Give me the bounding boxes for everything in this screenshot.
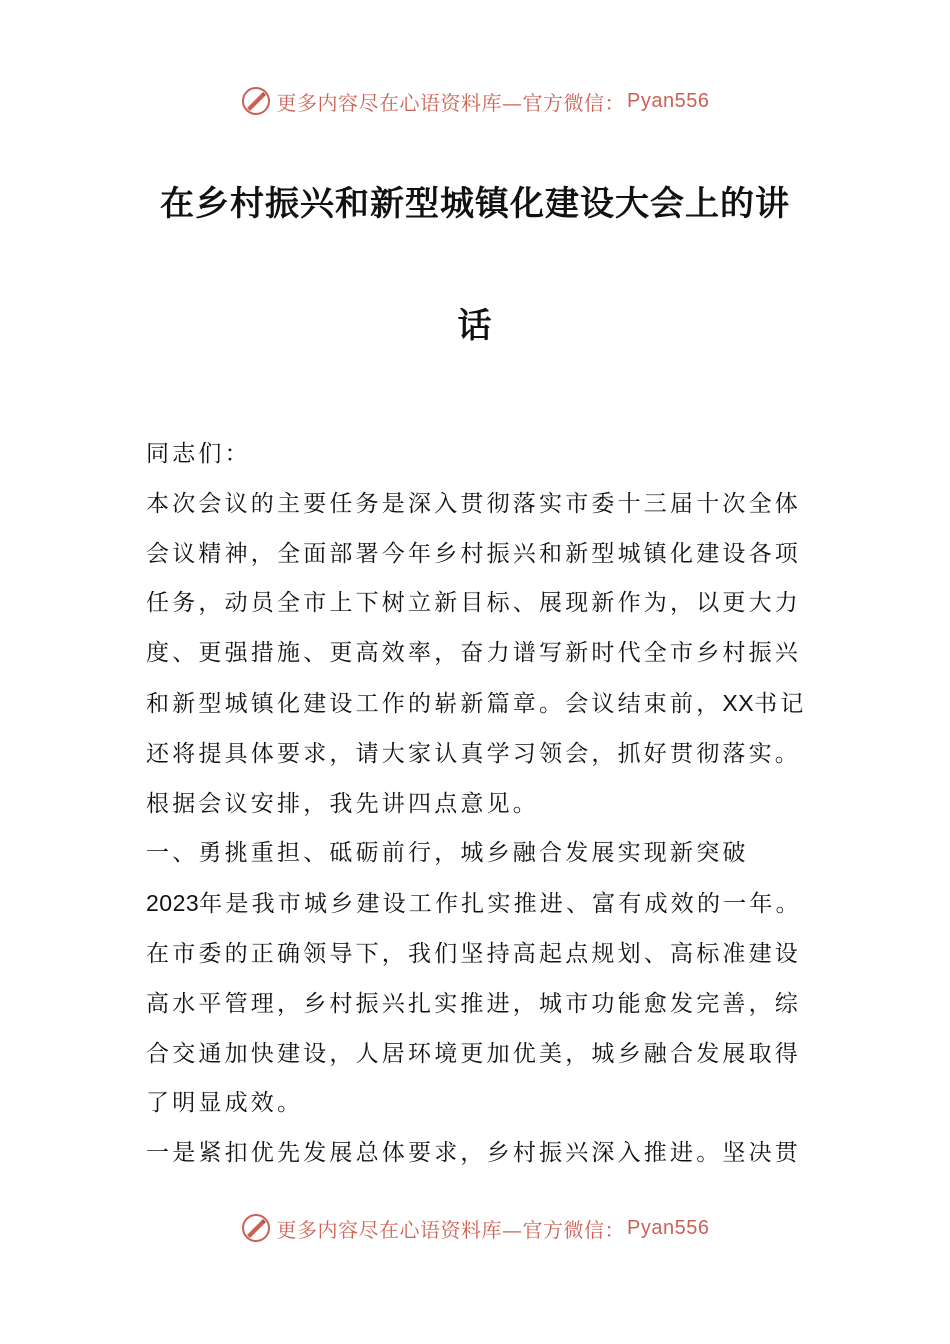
paragraph-line: 一是紧扣优先发展总体要求，乡村振兴深入推进。坚决贯 [146,1140,801,1167]
year-value: 2023 [146,890,200,917]
document-body [146,430,810,1179]
watermark-text: 更多内容尽在心语资料库—官方微信： [276,90,626,115]
paragraph-line-part: 和新型城镇化建设工作的崭新篇章。会议结束前， [146,690,723,717]
paragraph-line-part: 书记 [754,690,807,717]
watermark-handle: Pyan556 [627,89,710,112]
pen-logo-icon [241,86,271,116]
paragraph-line: 会议精神，全面部署今年乡村振兴和新型城镇化建设各项 [146,540,801,567]
watermark-handle: Pyan556 [627,1216,710,1239]
paragraph-line: 高水平管理，乡村振兴扎实推进，城市功能愈发完善，综 [146,990,801,1017]
paragraph-line: 任务，动员全市上下树立新目标、展现新作为，以更大力 [146,590,801,617]
document-title-line-2: 话 [457,306,493,346]
paragraph-line-part: 年是我市城乡建设工作扎实推进、富有成效的一年。 [199,891,802,918]
paragraph-line-with-name [146,679,810,730]
paragraph-line: 还将提具体要求，请大家认真学习领会，抓好贯彻落实。 [146,740,801,767]
paragraph-line: 在市委的正确领导下，我们坚持高起点规划、高标准建设 [146,940,801,967]
pen-logo-icon [241,1213,271,1243]
secretary-name-placeholder: XX [722,689,755,716]
paragraph-line: 度、更强措施、更高效率，奋力谱写新时代全市乡村振兴 [146,640,801,667]
paragraph-line-with-year [146,879,810,930]
header-watermark [0,86,950,116]
paragraph-line: 根据会议安排，我先讲四点意见。 [146,790,539,817]
salutation: 同志们： [146,441,251,467]
document-title-line-1: 在乡村振兴和新型城镇化建设大会上的讲 [160,184,790,224]
watermark-text: 更多内容尽在心语资料库—官方微信： [276,1217,626,1242]
paragraph-line: 合交通加快建设，人居环境更加优美，城乡融合发展取得 [146,1040,801,1067]
section-heading: 一、勇挑重担、砥砺前行，城乡融合发展实现新突破 [146,840,749,867]
paragraph-line: 了明显成效。 [146,1090,304,1117]
footer-watermark [0,1213,950,1243]
paragraph-line: 本次会议的主要任务是深入贯彻落实市委十三届十次全体 [146,490,801,517]
